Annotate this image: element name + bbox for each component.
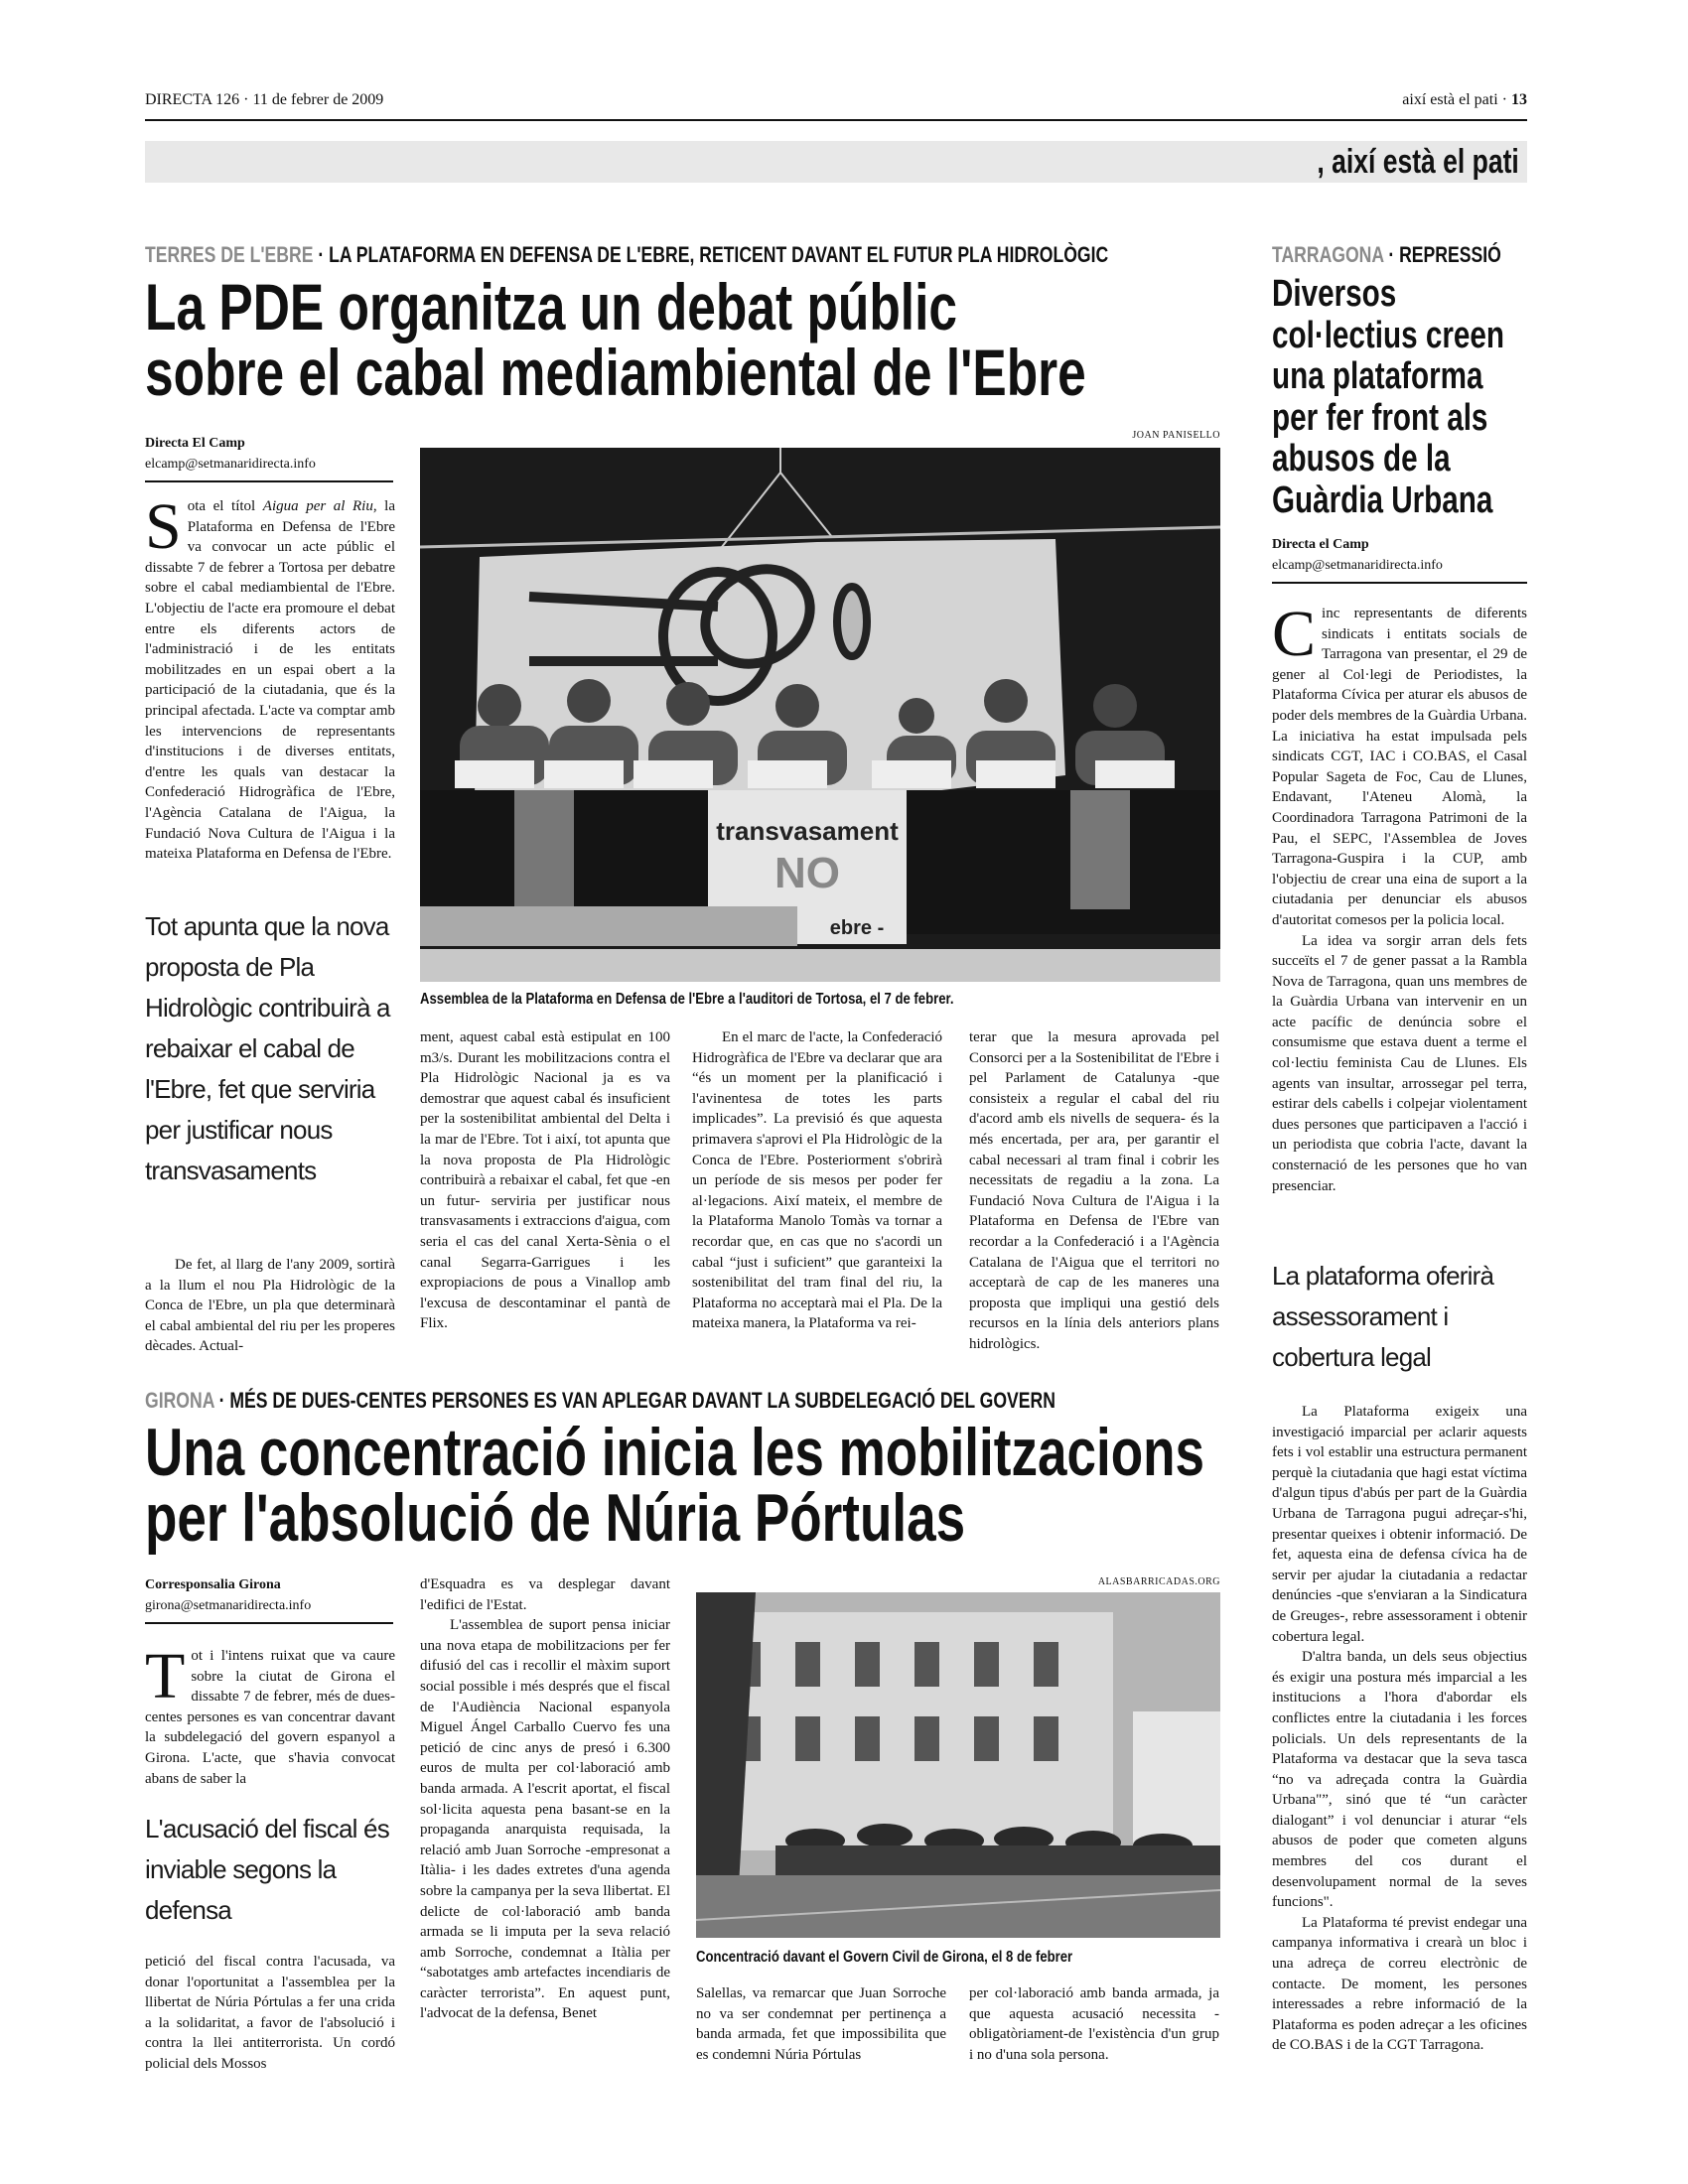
body-text: terar que la mesura aprovada pel Consorci per a la Sostenibilitat de l'Ebre i pel Parlament de Catalunya -que consisteix a regular el cabal del riu d'acord amb els nivells de sequera- és la més encertada, per ara, per garantir el cabal necessari al tram final i cobrir les necessitats de regadiu a la zona. La Fundació Nova Cultura de l'Aigua i la Plataforma en Defensa de l'Ebre van recordar a la Confederació i a l'Agència Catalana de l'Aigua que el territori no acceptarà de cap de les maneres una proposta que impliqui una gestió dels recursos en la línia dels anteriors plans hidrològics. xyxy=(969,1029,1219,1352)
kicker-topic: · LA PLATAFORMA EN DEFENSA DE L'EBRE, RETICENT DAVANT EL FUTUR PLA HIDROLÒGIC xyxy=(313,242,1109,267)
kicker-topic: · MÉS DE DUES-CENTES PERSONES ES VAN APLEGAR DAVANT LA SUBDELEGACIÓ DEL GOVERN xyxy=(213,1388,1055,1413)
section-band xyxy=(145,141,1527,183)
article1-col1b xyxy=(145,1255,395,1357)
body-text: ot i l'intens ruixat que va caure sobre la ciutat de Girona el dissabte 7 de febrer, més de dues-centes persones es van concentrar davant la subdelegació del govern espanyol a Girona. L'acte, que s'havia convocat abans de saber la xyxy=(145,1648,395,1787)
kicker-place: GIRONA xyxy=(145,1388,214,1413)
photo-illustration xyxy=(420,448,1220,982)
section-band-title: , així està el pati xyxy=(1317,143,1519,181)
headline-line: per fer front als xyxy=(1272,396,1488,439)
photo1-credit: JOAN PANISELLO xyxy=(1132,430,1220,441)
body-text: Salellas, va remarcar que Juan Sorroche no va ser condemnat per pertinença a banda armada, fet que impossibilita que es condemni Núria Pórtulas xyxy=(696,1985,946,2063)
article1-col3 xyxy=(692,1027,942,1334)
italic-title: Aigua per al Riu xyxy=(262,498,373,514)
photo2-credit: ALASBARRICADAS.ORG xyxy=(1097,1576,1220,1587)
body-text: En el marc de l'acte, la Confederació Hidrogràfica de l'Ebre va declarar que ara “és un moment per la planificació i l'avinentesa de totes les parts implicades”. La previsió és que aquesta primavera s'aprovi el Pla Hidrològic de la Conca de l'Ebre. Posteriorment s'obrirà un període de sis mesos per poder fer al·legacions. Així mateix, el membre de la Plataforma Manolo Tomàs va tornar a recordar que, en cas que no s'acordi un cabal “just i suficient” que garanteixi la sostenibilitat del tram final del riu, la Plataforma no acceptarà mai el Pla. De la mateixa manera, la Plataforma va rei- xyxy=(692,1029,942,1332)
article3-pull-quote: La plataforma oferirà assessorament i cobertura legal xyxy=(1272,1261,1494,1372)
photo-girona-concentration xyxy=(696,1592,1220,1938)
body-text: La Plataforma exigeix una investigació imparcial per aclarir aquests fets i vol establir una estructura permanent perquè la ciutadania que hagi estat víctima d'algun tipus d'abús per part de la Guàrdia Urbana de Tarragona pugui adreçar-s'hi, presentar queixes i obtenir informació. De fet, aquesta eina de defensa cívica ha de servir per ajudar la ciutadania a redactar denúncies -que s'enviaran a la Sindicatura de Greuges-, rebre assessorament i obtenir cobertura legal. xyxy=(1272,1404,1527,1645)
article2-pull-quote: L'acusació del fiscal és inviable segons la defensa xyxy=(145,1814,389,1925)
body-text: , la Plataforma en Defensa de l'Ebre va convocar un acte públic el dissabte 7 de febrer a Tortosa per debatre sobre el cabal mediambiental de l'Ebre. L'objectiu de l'acte era promoure el debat entre els diferents actors de l'administració i de les entitats mobilitzades en un espai obert a la participació de la ciutadania, que és la principal afectada. L'acte va comptar amb les intervencions de representants d'institucions i de diverses entitats, d'entre les quals van destacar la Confederació Hidrogràfica de l'Ebre, l'Agència Catalana de l'Aigua, la Fundació Nova Cultura de l'Aigua i la mateixa Plataforma en Defensa de l'Ebre. xyxy=(145,498,395,863)
article3-headline xyxy=(1272,274,1570,521)
body-text: L'assemblea de suport pensa iniciar una nova etapa de mobilitzacions per fer difusió del cas i recollir el màxim suport social possible i més després que el fiscal de l'Audiència Nacional espanyola Miguel Ángel Carballo Cuervo fes una petició de cinc anys de presó i 6.300 euros de multa per col·laboració amb banda armada. A l'escrit aportat, el fiscal sol·licita aquesta pena basant-se en la propaganda anarquista requisada, la relació amb Juan Sorroche -empresonat a Itàlia- i les dades extretes d'una agenda sobre la campanya per la seva llibertat. El delicte de col·laboració amb banda armada se li imputa per la seva relació amb Sorroche, condemnat a Itàlia per “sabotatges amb artefactes incendiaris de caràcter terrorista”. En aquest punt, l'advocat de la defensa, Benet xyxy=(420,1617,670,2022)
body-text: inc representants de diferents sindicats i entitats socials de Tarragona van presentar, el 29 de gener al Col·legi de Periodistes, la Plataforma Cívica per aturar els abusos de poder dels membres de la Guàrdia Urbana. La iniciativa ha estat impulsada pels sindicats CGT, IAC i CO.BAS, el Casal Popular Sageta de Foc, Cau de Llunes, Endavant, l'Ateneu Alomà, la Coordinadora Tarragona Patrimoni de la Pau, el SEPC, l'Assemblea de Joves Tarragona-Guspira i la CUP, amb l'objectiu de crear una eina de suport a la ciutadania per denunciar els abusos d'autoritat comesos per la policia local. xyxy=(1272,606,1527,928)
section-name: així està el pati · xyxy=(1402,91,1511,108)
body-text: De fet, al llarg de l'any 2009, sortirà a la llum el nou Pla Hidrològic de la Conca de l'Ebre, un pla que determinarà el cabal ambiental del riu per les properes dècades. Actual- xyxy=(145,1257,395,1355)
kicker-place: TERRES DE L'EBRE xyxy=(145,242,314,267)
article2-col4 xyxy=(969,1983,1219,2065)
body-text: d'Esquadra es va desplegar davant l'edifici de l'Estat. xyxy=(420,1576,670,1613)
article2-byline xyxy=(145,1574,393,1624)
article3-col-top xyxy=(1272,598,1527,1196)
headline-line: Guàrdia Urbana xyxy=(1272,478,1493,521)
article2-kicker xyxy=(145,1388,1055,1414)
article3-col-bottom xyxy=(1272,1402,1527,2056)
author: Directa El Camp xyxy=(145,436,245,451)
author-email[interactable]: girona@setmanaridirecta.info xyxy=(145,1598,312,1613)
body-text: ment, aquest cabal està estipulat en 100 m3/s. Durant les mobilitzacions contra el Pla Hidrològic Nacional ja es va demostrar que aquest cabal és insuficient per la sostenibilitat ambiental del Delta i la mar de l'Ebre. Tot i així, tot apunta que la nova proposta de Pla Hidrològic contribuirà a rebaixar el cabal, fet que -en un futur- serviria per justificar nous transvasaments i extraccions d'aigua, com seria el cas del canal Xerta-Sènia o el canal Segarra-Garrigues i les expropiacions de pous a Vinallop amb l'excusa de descontaminar el pantà de Flix. xyxy=(420,1029,670,1332)
article3-kicker xyxy=(1272,242,1501,268)
photo2-caption: Concentració davant el Govern Civil de Girona, el 8 de febrer xyxy=(696,1949,1073,1966)
kicker-topic: · REPRESSIÓ xyxy=(1383,242,1501,267)
author-email[interactable]: elcamp@setmanaridirecta.info xyxy=(1272,558,1443,573)
headline-line: col·lectius creen xyxy=(1272,314,1504,356)
body-text: La Plataforma té previst endegar una campanya informativa i crearà un bloc i una adreça de correu electrònic de contacte. De moment, les persones interessades a rebre informació de la Plataforma es poden adreçar a les oficines de CO.BAS i de la CGT Tarragona. xyxy=(1272,1914,1527,2054)
banner-tail: ebre - xyxy=(829,917,885,939)
body-text: per col·laboració amb banda armada, ja que aquesta acusació necessita -obligatòriament-de l'existència d'un grup i no d'una sola persona. xyxy=(969,1985,1219,2063)
body-text: D'altra banda, un dels seus objectius és exigir una postura més imparcial a les institucions a l'hora d'abordar els conflictes entre la ciutadania i les forces policials. Un dels representants de la Plataforma va destacar que la seva tasca “no va adreçada contra la Guàrdia Urbana"”, sinó que té “un caràcter dialogant” i vol denunciar i aturar “els abusos de poder que cometen alguns membres del cos durant el desenvolupament normal de la seves funcions". xyxy=(1272,1649,1527,1911)
article1-pull-quote: Tot apunta que la nova proposta de Pla Hidrològic contribuirà a rebaixar el cabal de l'Ebre, fet que serviria per justificar nous transvasaments xyxy=(145,911,390,1185)
article1-byline xyxy=(145,433,393,482)
article2-col2 xyxy=(420,1574,670,2024)
article2-col3 xyxy=(696,1983,946,2065)
body-text: petició del fiscal contra l'acusada, va donar l'oportunitat a l'assemblea per la llibertat de Núria Pórtulas a fer una crida a la solidaritat, a favor de l'absolució i contra la llei antiterrorista. Un cordó policial dels Mossos xyxy=(145,1954,395,2072)
header-rule xyxy=(145,119,1527,121)
body-text: ota el títol xyxy=(187,498,263,514)
article2-col1 xyxy=(145,1640,395,1789)
duct-tube xyxy=(420,906,797,946)
photo1-caption: Assemblea de la Plataforma en Defensa de l'Ebre a l'auditori de Tortosa, el 7 de febrer. xyxy=(420,991,954,1008)
section-page xyxy=(1402,91,1527,109)
drop-cap: T xyxy=(145,1640,186,1712)
headline-line: sobre el cabal mediambiental de l'Ebre xyxy=(145,336,1086,409)
stage-floor xyxy=(420,949,1220,982)
banner-no: NO xyxy=(774,849,840,897)
banner-text: transvasament xyxy=(716,816,899,846)
headline-line: per l'absolució de Núria Pórtulas xyxy=(145,1480,966,1556)
headline-line: Una concentració inicia les mobilitzacions xyxy=(145,1415,1204,1490)
kicker-place: TARRAGONA xyxy=(1272,242,1384,267)
article1-col1 xyxy=(145,490,395,865)
author-email[interactable]: elcamp@setmanaridirecta.info xyxy=(145,457,316,472)
headline-line: una plataforma xyxy=(1272,355,1483,397)
headline-line: abusos de la xyxy=(1272,438,1451,479)
page-number: 13 xyxy=(1511,91,1527,108)
article1-col4 xyxy=(969,1027,1219,1355)
headline-line: La PDE organitza un debat públic xyxy=(145,270,958,343)
headline-line: Diversos xyxy=(1272,273,1397,315)
drop-cap: C xyxy=(1272,598,1317,670)
author: Directa el Camp xyxy=(1272,537,1369,552)
article2-col1b xyxy=(145,1952,395,2075)
photo-illustration xyxy=(696,1592,1220,1938)
issue-info: DIRECTA 126 · 11 de febrer de 2009 xyxy=(145,91,384,108)
author: Corresponsalia Girona xyxy=(145,1577,281,1592)
article1-headline xyxy=(145,270,1351,409)
photo-assembly-tortosa xyxy=(420,448,1220,982)
drop-cap: S xyxy=(145,490,182,563)
article1-col2 xyxy=(420,1027,670,1334)
article3-byline xyxy=(1272,534,1527,584)
body-text: La idea va sorgir arran dels fets succeïts el 7 de gener passat a la Rambla Nova de Tarragona, quan uns membres de la Guàrdia Urbana van intervenir en un acte pacífic de denúncia sobre el consumisme que estava duent a terme el col·lectiu feminista Cau de Llunes. Els agents van insultar, arrossegar pel terra, estirar dels cabells i colpejar violentament dues persones que participaven a l'acció i un periodista que cobria l'acte, davant la consternació de les persones que ho van presenciar. xyxy=(1272,932,1527,1194)
article1-kicker xyxy=(145,242,1108,268)
